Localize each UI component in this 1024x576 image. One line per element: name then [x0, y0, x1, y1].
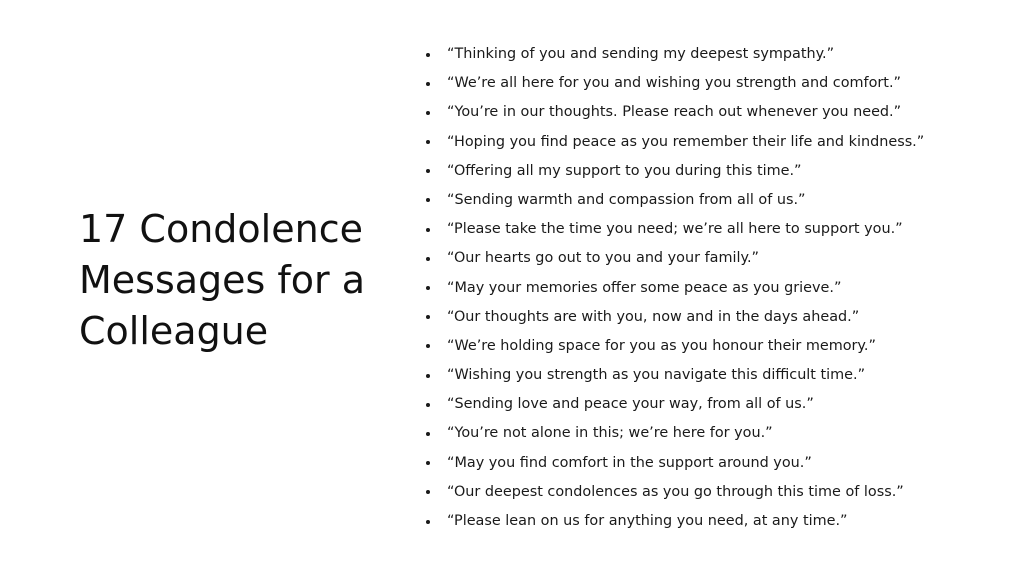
bullet-dot-icon — [426, 520, 430, 524]
message-text: “You’re in our thoughts. Please reach out whenever you need.” — [447, 104, 902, 121]
message-text: “Please take the time you need; we’re all here to support you.” — [447, 221, 903, 238]
message-item-4 — [424, 128, 984, 157]
message-item-10 — [424, 303, 984, 332]
bullet-dot-icon — [426, 315, 430, 319]
bullet-dot-icon — [426, 228, 430, 232]
bullet-dot-icon — [426, 111, 430, 115]
slide-title-line-2: Messages for a — [79, 258, 366, 302]
bullet-dot-icon — [426, 82, 430, 86]
message-text: “Thinking of you and sending my deepest sympathy.” — [447, 46, 835, 62]
condolence-message-list — [424, 40, 984, 536]
message-item-15 — [424, 449, 984, 478]
message-text: “Our deepest condolences as you go through this time of loss.” — [447, 483, 904, 500]
message-item-16 — [424, 478, 984, 507]
slide-title — [79, 204, 399, 357]
bullet-dot-icon — [426, 490, 430, 494]
bullet-dot-icon — [426, 432, 430, 436]
message-text: “You’re not alone in this; we’re here for you.” — [447, 425, 773, 442]
message-item-5 — [424, 157, 984, 186]
message-item-3 — [424, 98, 984, 127]
bullet-dot-icon — [426, 257, 430, 261]
message-text: “Hoping you find peace as you remember their life and kindness.” — [447, 133, 925, 150]
bullet-dot-icon — [426, 461, 430, 465]
message-item-7 — [424, 215, 984, 244]
slide-title-line-1: 17 Condolence — [79, 207, 363, 251]
message-text: “May you find comfort in the support around you.” — [447, 454, 812, 471]
message-text: “Our hearts go out to you and your family.” — [447, 250, 759, 267]
message-item-13 — [424, 390, 984, 419]
bullet-dot-icon — [426, 374, 430, 378]
message-item-12 — [424, 361, 984, 390]
bullet-dot-icon — [426, 198, 430, 202]
bullet-dot-icon — [426, 403, 430, 407]
message-item-8 — [424, 244, 984, 273]
bullet-dot-icon — [426, 286, 430, 290]
message-text: “We’re holding space for you as you honour their memory.” — [447, 337, 876, 354]
message-item-11 — [424, 332, 984, 361]
bullet-dot-icon — [426, 344, 430, 348]
message-item-14 — [424, 419, 984, 448]
message-text: “Our thoughts are with you, now and in the days ahead.” — [447, 308, 860, 325]
message-text: “Offering all my support to you during this time.” — [447, 162, 802, 179]
slide-title-line-3: Colleague — [79, 309, 269, 353]
message-item-2 — [424, 69, 984, 98]
message-item-17 — [424, 507, 984, 536]
message-text: “Sending love and peace your way, from all of us.” — [447, 396, 814, 413]
message-item-1 — [424, 40, 984, 69]
message-text: “Sending warmth and compassion from all of us.” — [447, 191, 806, 208]
message-item-6 — [424, 186, 984, 215]
bullet-dot-icon — [426, 53, 430, 57]
message-item-9 — [424, 274, 984, 303]
message-text: “May your memories offer some peace as you grieve.” — [447, 279, 842, 296]
bullet-dot-icon — [426, 140, 430, 144]
message-text: “Please lean on us for anything you need, at any time.” — [447, 513, 848, 529]
bullet-dot-icon — [426, 169, 430, 173]
message-text: “We’re all here for you and wishing you strength and comfort.” — [447, 75, 901, 92]
message-text: “Wishing you strength as you navigate this difficult time.” — [447, 367, 866, 384]
